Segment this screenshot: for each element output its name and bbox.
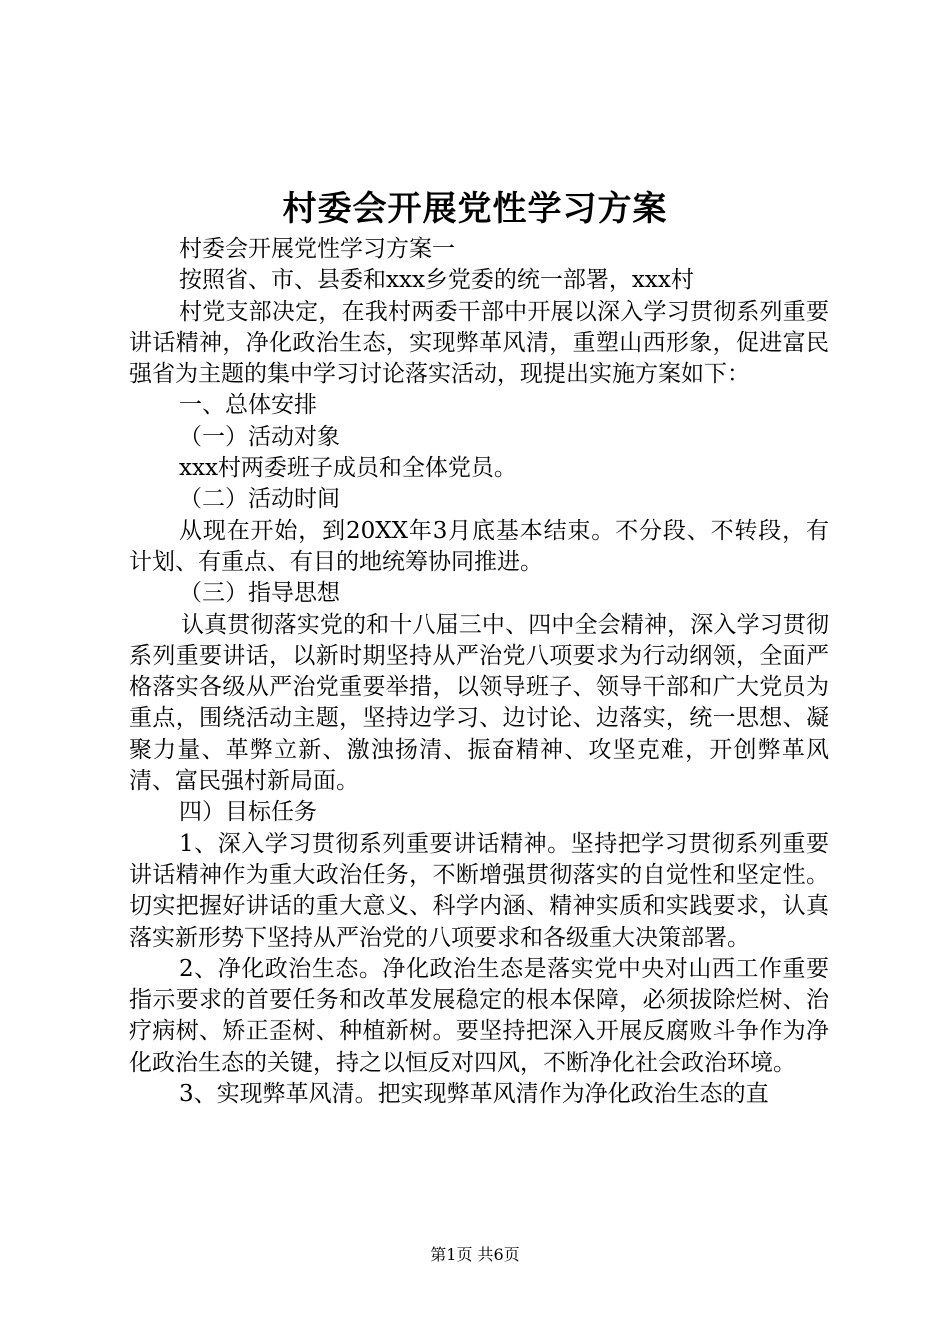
heading-guiding-thought: （三）指导思想	[179, 580, 340, 607]
paragraph-task-2: 2、净化政治生态。净化政治生态是落实党中央对山西工作重要指示要求的首要任务和改革发展稳定的根本保障，必须拔除烂树、治疗病树、矫正歪树、种植新树。要坚持把深入开展反腐败斗争作为净化政治生态的关键，持之以恒反对四风，不断净化社会政治环境。	[129, 955, 829, 1076]
paragraph-task-1: 1、深入学习贯彻系列重要讲话精神。坚持把学习贯彻系列重要讲话精神作为重大政治任务，不断增强贯彻落实的自觉性和坚定性。切实把握好讲话的重大意义、科学内涵、精神实质和实践要求，认真落实新形势下坚持从严治党的八项要求和各级重大决策部署。	[129, 830, 829, 951]
heading-overall-arrangement: 一、总体安排	[179, 392, 317, 419]
heading-goals-tasks: 四）目标任务	[179, 799, 317, 826]
paragraph-activity-time: 从现在开始，到20XX年3月底基本结束。不分段、不转段，有计划、有重点、有目的地统筹协同推进。	[129, 517, 829, 575]
paragraph-activity-target: xxx村两委班子成员和全体党员。	[179, 455, 517, 482]
paragraph-intro-2: 村党支部决定，在我村两委干部中开展以深入学习贯彻系列重要讲话精神，净化政治生态，实现弊革风清，重塑山西形象，促进富民强省为主题的集中学习讨论落实活动，现提出实施方案如下：	[129, 298, 829, 388]
heading-activity-time: （二）活动时间	[179, 486, 340, 513]
page-footer: 第1页 共6页	[430, 1245, 520, 1264]
heading-activity-target: （一）活动对象	[179, 423, 340, 450]
document-title: 村委会开展党性学习方案	[282, 189, 668, 229]
paragraph-intro-1: 按照省、市、县委和xxx乡党委的统一部署，xxx村	[179, 267, 694, 294]
paragraph-task-3: 3、实现弊革风清。把实现弊革风清作为净化政治生态的直	[179, 1081, 769, 1108]
paragraph-guiding-thought: 认真贯彻落实党的和十八届三中、四中全会精神，深入学习贯彻系列重要讲话，以新时期坚持从严治党八项要求为行动纲领，全面严格落实各级从严治党重要举措，以领导班子、领导干部和广大党员为重点，围绕活动主题，坚持边学习、边讨论、边落实，统一思想、凝聚力量、革弊立新、激浊扬清、振奋精神、攻坚克难，开创弊革风清、富民强村新局面。	[129, 611, 829, 795]
paragraph-subtitle: 村委会开展党性学习方案一	[179, 236, 455, 262]
document-body	[129, 234, 829, 1110]
